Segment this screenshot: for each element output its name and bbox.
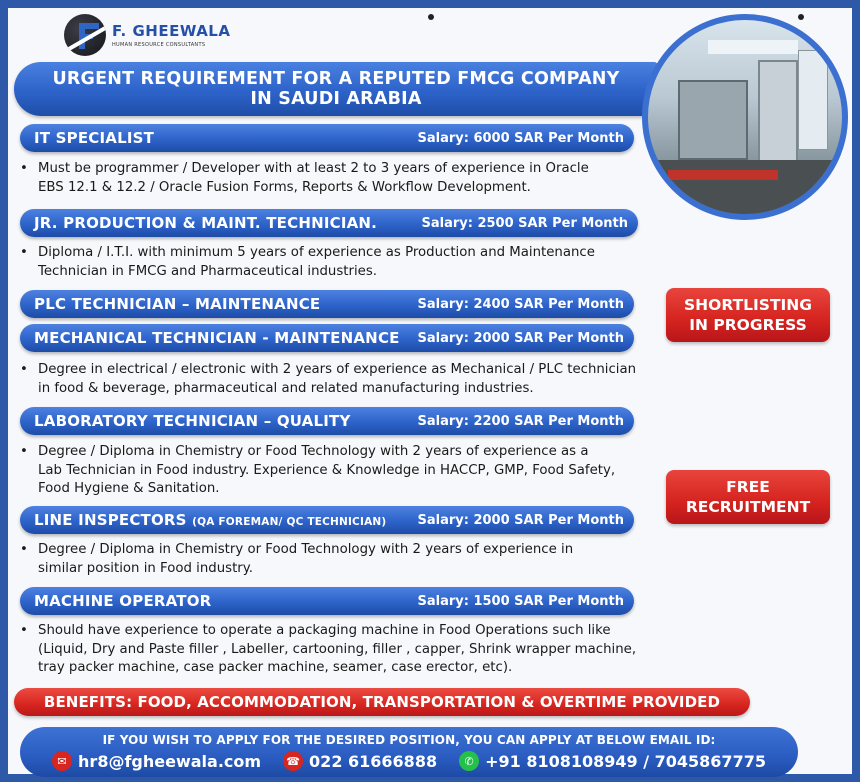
benefits-banner: BENEFITS: FOOD, ACCOMMODATION, TRANSPORTATION & OVERTIME PROVIDED (14, 688, 750, 716)
desc-line: in food & beverage, pharmaceutical and related manufacturing industries. (38, 380, 534, 396)
desc-line: Degree in electrical / electronic with 2 years of experience as Mechanical / PLC technician (38, 362, 637, 377)
badge-line: FREE (726, 478, 770, 496)
logo-f-icon (64, 14, 106, 56)
job-description (20, 361, 636, 398)
email-contact[interactable] (52, 751, 261, 771)
job-title: MACHINE OPERATOR (34, 592, 212, 610)
bullet: • (20, 161, 28, 176)
phone-icon: ☎ (283, 751, 303, 771)
job-salary: Salary: 2000 SAR Per Month (417, 330, 624, 346)
contact-footer (20, 727, 798, 777)
mail-icon: ✉ (52, 751, 72, 771)
job-salary: Salary: 1500 SAR Per Month (417, 593, 624, 609)
desc-line: Lab Technician in Food industry. Experience & Knowledge in HACCP, GMP, Food Safety, (38, 462, 616, 478)
job-salary: Salary: 2000 SAR Per Month (417, 512, 624, 528)
job-salary: Salary: 2200 SAR Per Month (417, 413, 624, 429)
job-description (20, 244, 595, 281)
desc-line: Degree / Diploma in Chemistry or Food Technology with 2 years of experience as a (38, 444, 589, 459)
job-bar-production-technician (20, 209, 638, 237)
pin-dot (798, 14, 804, 20)
desc-line: EBS 12.1 & 12.2 / Oracle Fusion Forms, Reports & Workflow Development. (38, 179, 531, 195)
job-description (20, 443, 615, 499)
badge-line: RECRUITMENT (685, 498, 811, 516)
bullet: • (20, 362, 28, 377)
desc-line: Should have experience to operate a packaging machine in Food Operations such like (38, 623, 611, 638)
job-bar-machine-operator (20, 587, 634, 615)
logo-name: F. GHEEWALA (112, 22, 231, 40)
job-title (34, 511, 386, 529)
company-logo (64, 14, 230, 56)
desc-line: Technician in FMCG and Pharmaceutical industries. (38, 263, 377, 279)
factory-photo (642, 14, 848, 220)
job-title: LABORATORY TECHNICIAN – QUALITY (34, 412, 351, 430)
whatsapp-icon: ✆ (459, 751, 479, 771)
job-bar-laboratory-technician (20, 407, 634, 435)
job-salary: Salary: 6000 SAR Per Month (417, 130, 624, 146)
logo-subtitle: HUMAN RESOURCE CONSULTANTS (112, 42, 206, 48)
job-bar-plc-technician (20, 290, 634, 318)
phone-contact[interactable] (283, 751, 437, 771)
bullet: • (20, 542, 28, 557)
desc-line: tray packer machine, case packer machine, seamer, case erector, etc). (38, 660, 513, 675)
job-title: MECHANICAL TECHNICIAN - MAINTENANCE (34, 329, 400, 347)
badge-line: IN PROGRESS (689, 316, 807, 334)
desc-line: Must be programmer / Developer with at least 2 to 3 years of experience in Oracle (38, 161, 589, 176)
job-title: IT SPECIALIST (34, 129, 155, 147)
headline-line1: URGENT REQUIREMENT FOR A REPUTED FMCG COMPANY (52, 69, 620, 89)
bullet: • (20, 623, 28, 638)
bullet: • (20, 444, 28, 459)
whatsapp-number[interactable]: +91 8108108949 / 7045867775 (485, 751, 766, 771)
apply-note: IF YOU WISH TO APPLY FOR THE DESIRED POSITION, YOU CAN APPLY AT BELOW EMAIL ID: (102, 733, 716, 747)
job-description (20, 160, 589, 197)
job-bar-it-specialist (20, 124, 634, 152)
email-address[interactable]: hr8@fgheewala.com (78, 751, 262, 771)
job-salary: Salary: 2500 SAR Per Month (421, 215, 628, 231)
desc-line: similar position in Food industry. (38, 560, 253, 576)
bullet: • (20, 245, 28, 260)
pin-dot (428, 14, 434, 20)
job-bar-mechanical-technician (20, 324, 634, 352)
headline-banner (14, 62, 658, 116)
job-title-suffix: (QA FOREMAN/ QC TECHNICIAN) (192, 516, 387, 528)
phone-number[interactable]: 022 61666888 (309, 751, 438, 771)
job-title: JR. PRODUCTION & MAINT. TECHNICIAN. (34, 214, 378, 232)
job-description (20, 622, 636, 678)
desc-line: Degree / Diploma in Chemistry or Food Technology with 2 years of experience in (38, 542, 574, 557)
job-salary: Salary: 2400 SAR Per Month (417, 296, 624, 312)
headline-line2: IN SAUDI ARABIA (250, 89, 422, 109)
shortlisting-badge (666, 288, 830, 342)
desc-line: Food Hygiene & Sanitation. (38, 481, 220, 496)
whatsapp-contact[interactable] (459, 751, 766, 771)
free-recruitment-badge (666, 470, 830, 524)
desc-line: (Liquid, Dry and Paste filler , Labeller, cartooning, filler , capper, Shrink wrapper machine, (38, 641, 637, 657)
job-bar-line-inspectors (20, 506, 634, 534)
job-title-main: LINE INSPECTORS (34, 511, 187, 529)
badge-line: SHORTLISTING (684, 296, 812, 314)
desc-line: Diploma / I.T.I. with minimum 5 years of experience as Production and Maintenance (38, 245, 595, 260)
job-title: PLC TECHNICIAN – MAINTENANCE (34, 295, 321, 313)
job-description (20, 541, 573, 578)
